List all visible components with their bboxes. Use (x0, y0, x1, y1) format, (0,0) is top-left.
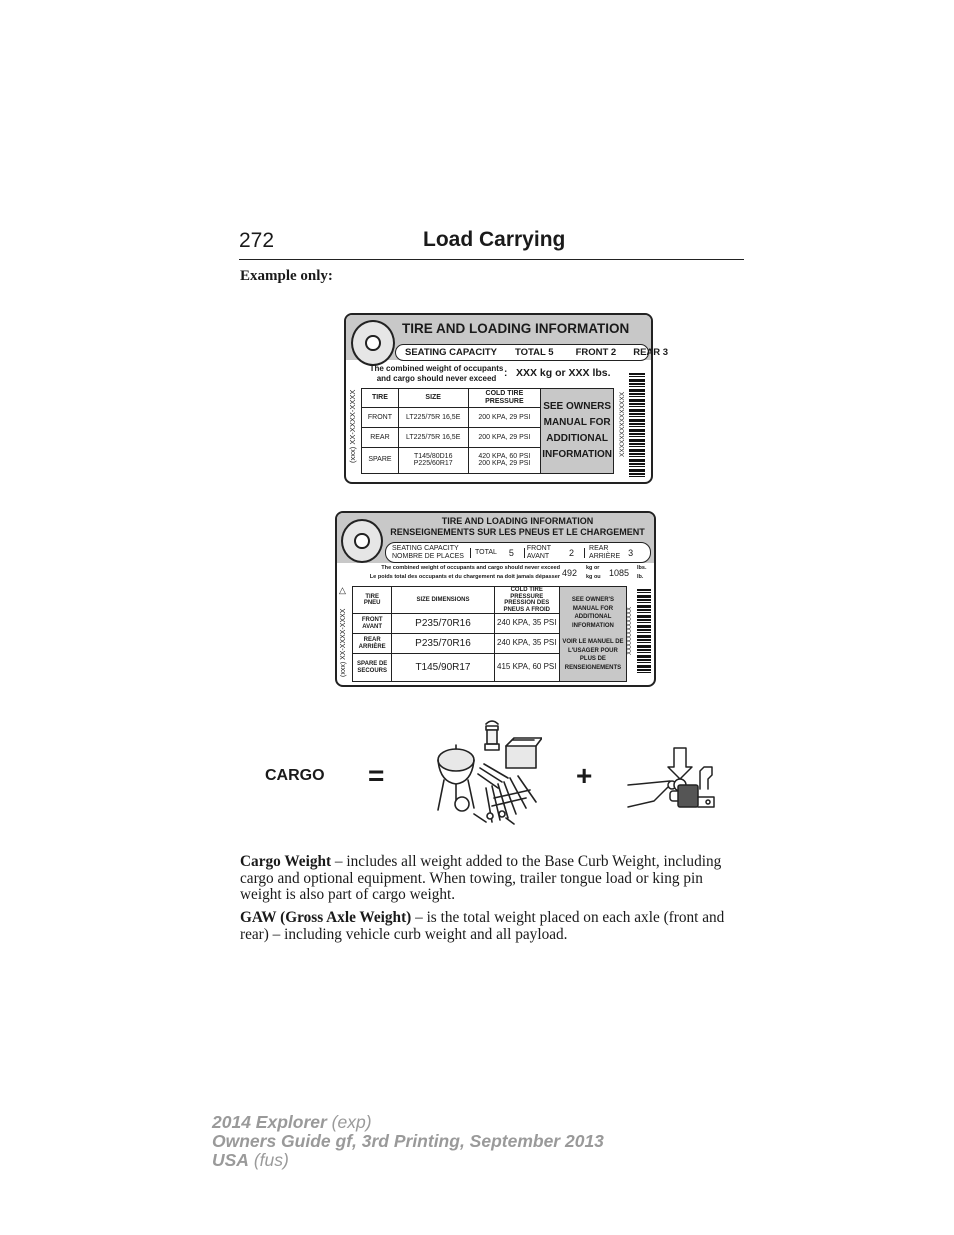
weight-kg-value: 492 (562, 568, 578, 578)
barcode-icon (629, 373, 645, 477)
wheel-icon (341, 519, 383, 563)
footer-line-2: Owners Guide gf, 3rd Printing, September 2013 (212, 1131, 604, 1151)
see-owners-cell: SEE OWNERS MANUAL FOR ADDITIONAL INFORMATION (541, 389, 614, 474)
wheel-icon (351, 320, 395, 366)
seating-total: 5 (508, 547, 514, 558)
header-rule (239, 259, 744, 260)
cargo-weight-paragraph: Cargo Weight – includes all weight added to the Base Curb Weight, including cargo and optional equipment. When towing, trailer tongue load or king pin weight is also part of cargo weight. (240, 853, 722, 903)
label-title: TIRE AND LOADING INFORMATION (402, 321, 630, 336)
cargo-items-icon (434, 718, 542, 828)
tire-table-us: TIRE SIZE COLD TIRE PRESSURE SEE OWNERS MANUAL FOR ADDITIONAL INFORMATION FRONT LT225/75R 16,5E 200 KPA, 29 PSI REAR LT225/75R 16,5E 200 KPA, 29 PSI SPARE T145/80D16 P225/60R17 420 KPA, 60 PSI 200 KPA, 29 PSI (361, 388, 614, 474)
weight-lb-value: 1085 (609, 568, 630, 578)
table-row: REAR LT225/75R 16,5E 200 KPA, 29 PSI (362, 428, 614, 447)
equals-sign: = (368, 760, 385, 791)
page-number: 272 (239, 229, 275, 252)
seating-rear: 3 (628, 547, 634, 558)
seating-total: TOTAL 5 (515, 347, 554, 358)
label-code-left: (xxx) XX-XXXX-XXXX (340, 608, 347, 677)
seating-capacity-label: SEATING CAPACITY (405, 347, 498, 358)
see-owners-cell: SEE OWNER'S MANUAL FOR ADDITIONAL INFORMATION VOIR LE MANUEL DE L'USAGER POUR PLUS DE RENSEIGNEMENTS (559, 587, 626, 682)
table-row: FRONT LT225/75R 16,5E 200 KPA, 29 PSI (362, 408, 614, 428)
seating-front: FRONT 2 (575, 347, 617, 358)
seating-rear: REAR 3 (633, 347, 669, 358)
footer-line-3: USA (fus) (212, 1150, 289, 1170)
label-code-right: XXXXXXXXXXXXXXX (619, 391, 626, 457)
table-row: REAR ARRIÈRE P235/70R16 240 KPA, 35 PSI (353, 634, 627, 654)
seating-capacity-bar: SEATING CAPACITY NOMBRE DE PLACES TOTAL 5 FRONT AVANT 2 REAR ARRIÈRE 3 (385, 542, 651, 563)
weight-note: The combined weight of occupants and cargo should never exceed (369, 364, 504, 383)
tire-label-ca: TIRE AND LOADING INFORMATION RENSEIGNEMENTS SUR LES PNEUS ET LE CHARGEMENT SEATING CAPACITY NOMBRE DE PLACES TOTAL 5 FRONT AVANT 2 REAR ARRIÈRE 3 The combined weight of occupants and cargo should never exceed Le poids total des occupants et du chargement na doit jamais dépasser 492 kg or kg ou 1085 lbs. lb. △ (xxx) XX-XXXX-XXXX TIRE PNEU SIZE DIMENSIONS COLD TIRE PRESSURE PRESSION DES PNEUS A FROID SEE OWNER'S MANUAL FOR ADDITIONAL INFORMATION VOIR LE MANUEL DE L'USAGER POUR PLUS DE RENSEIGNEMENTS FRONT AVANT P235/70R16 240 KPA, 35 PSI REAR ARRIÈRE P235/70R16 240 KPA, 35 PSI SPARE DE SECOURS T145/90R17 415 KPA, 60 PSI XXXXXXXXXXXX (335, 511, 656, 687)
gaw-paragraph: GAW (Gross Axle Weight) – is the total weight placed on each axle (front and rear) – including vehicle curb weight and all payload. (240, 909, 725, 943)
weight-value: XXX kg or XXX lbs. (516, 367, 611, 379)
plus-sign: + (576, 760, 593, 791)
label-code-left: (xxx) XX-XXXX-XXXX (348, 389, 357, 463)
term-cargo-weight: Cargo Weight (240, 853, 332, 870)
footer-line-1: 2014 Explorer (exp) (212, 1112, 372, 1132)
label-code-right: XXXXXXXXXXXX (627, 606, 633, 655)
cargo-label: CARGO (265, 767, 325, 784)
example-label: Example only: (240, 268, 333, 284)
label-title: TIRE AND LOADING INFORMATION RENSEIGNEMENTS SUR LES PNEUS ET LE CHARGEMENT (390, 516, 645, 537)
trailer-hitch-icon (624, 745, 718, 815)
table-row: SPARE DE SECOURS T145/90R17 415 KPA, 60 PSI (353, 654, 627, 682)
term-gaw: GAW (Gross Axle Weight) (240, 909, 412, 926)
seating-front: 2 (569, 547, 575, 558)
barcode-icon (637, 589, 651, 673)
table-row: SPARE T145/80D16 P225/60R17 420 KPA, 60 PSI 200 KPA, 29 PSI (362, 447, 614, 473)
tire-table-ca: TIRE PNEU SIZE DIMENSIONS COLD TIRE PRESSURE PRESSION DES PNEUS A FROID SEE OWNER'S MANUAL FOR ADDITIONAL INFORMATION VOIR LE MANUEL DE L'USAGER POUR PLUS DE RENSEIGNEMENTS FRONT AVANT P235/70R16 240 KPA, 35 PSI REAR ARRIÈRE P235/70R16 240 KPA, 35 PSI SPARE DE SECOURS T145/90R17 415 KPA, 60 PSI (352, 586, 627, 682)
tire-label-us: TIRE AND LOADING INFORMATION SEATING CAPACITY TOTAL 5 FRONT 2 REAR 3 The combined weight of occupants and cargo should never exceed : XXX kg or XXX lbs. (xxx) XX-XXXX-XXXX TIRE SIZE COLD TIRE PRESSURE SEE OWNERS MANUAL FOR ADDITIONAL INFORMATION FRONT LT225/75R 16,5E 200 KPA, 29 PSI REAR LT225/75R 16,5E 200 KPA, 29 PSI SPARE T145/80D16 P225/60R17 420 KPA, 60 PSI 200 KPA, 29 PSI XXXXXXXXXXXXXXX (344, 313, 653, 484)
seating-capacity-bar (395, 344, 669, 361)
warning-triangle-icon: △ (339, 585, 346, 595)
chapter-title: Load Carrying (423, 228, 566, 251)
table-row: FRONT AVANT P235/70R16 240 KPA, 35 PSI (353, 614, 627, 634)
weight-note: The combined weight of occupants and cargo should never exceed Le poids total des occupants et du chargement na doit jamais dépasser (369, 565, 560, 580)
